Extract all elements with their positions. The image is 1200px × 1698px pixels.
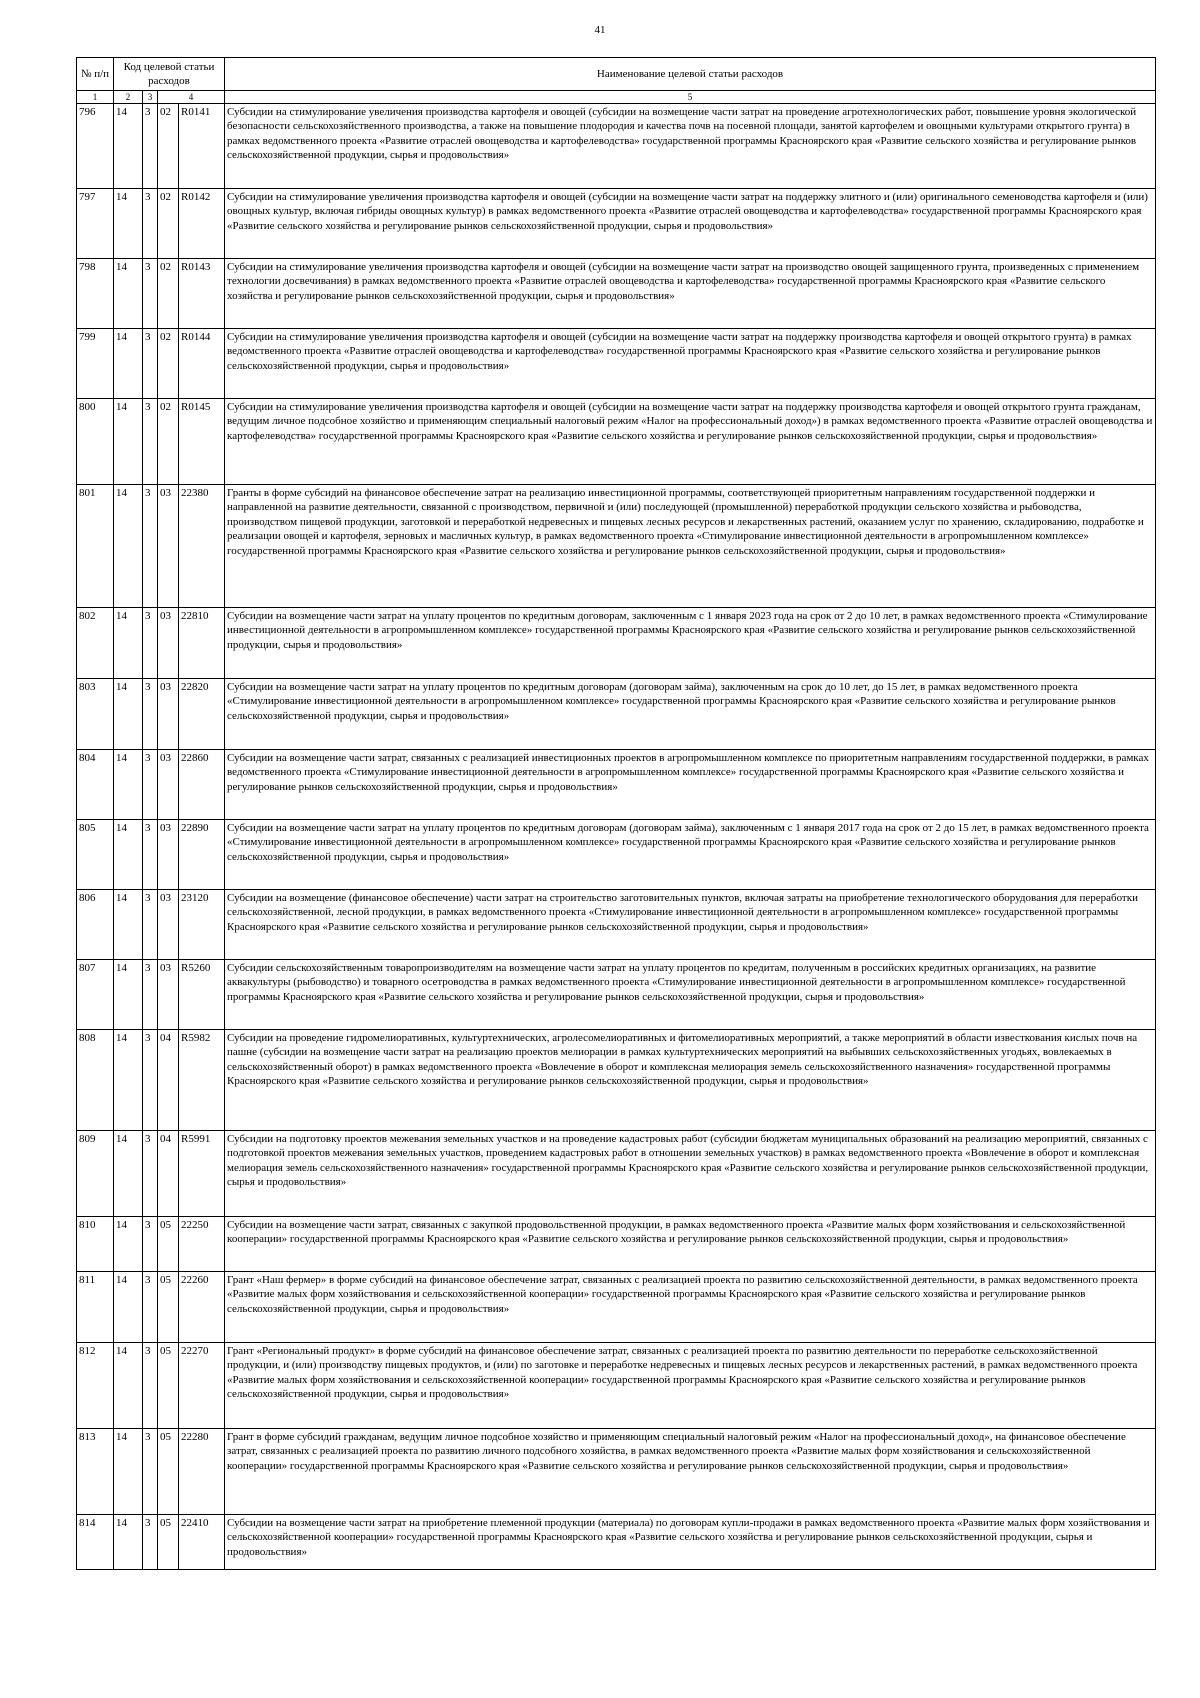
expense-name: Субсидии на стимулирование увеличения производства картофеля и овощей (субсидии на возмещение части затрат на производство овощей защищенного грунта, произведенных с применением технологии досвечивания) в рамках ведомственного проекта «Развитие отраслей овощеводства и картофелеводства» государственной программы Красноярского края «Развитие сельского хозяйства и регулирование рынков сельскохозяйственной продукции, сырья и продовольствия» (225, 259, 1156, 329)
code-part-3: 03 (158, 890, 179, 960)
code-part-1: 14 (114, 1343, 143, 1429)
table-row (77, 329, 1156, 399)
row-number: 810 (77, 1217, 114, 1272)
code-part-2: 3 (143, 1429, 158, 1515)
code-part-4: 22270 (179, 1343, 225, 1429)
code-part-4: R0144 (179, 329, 225, 399)
code-part-4: R5982 (179, 1030, 225, 1131)
code-part-3: 02 (158, 329, 179, 399)
table-row (77, 259, 1156, 329)
table-row (77, 1272, 1156, 1343)
code-part-3: 05 (158, 1515, 179, 1570)
table-row (77, 1429, 1156, 1515)
expense-name: Грант «Региональный продукт» в форме субсидий на финансовое обеспечение затрат, связанных с реализацией проекта по развитию деятельности по переработке сельскохозяйственной продукции, и (или) производству пищевых продуктов, и (или) по заготовке и переработке недревесных и пищевых лесных ресурсов и лекарственных растений, в рамках ведомственного проекта «Развитие малых форм хозяйствования и сельскохозяйственной кооперации» государственной программы Красноярского края «Развитие сельского хозяйства и регулирование рынков сельскохозяйственной продукции, сырья и продовольствия» (225, 1343, 1156, 1429)
table-row (77, 820, 1156, 890)
code-part-1: 14 (114, 679, 143, 750)
code-part-2: 3 (143, 399, 158, 485)
header-num: № п/п (77, 58, 114, 91)
code-part-3: 03 (158, 608, 179, 679)
code-part-2: 3 (143, 485, 158, 608)
code-part-4: 22820 (179, 679, 225, 750)
code-part-2: 3 (143, 960, 158, 1030)
code-part-3: 04 (158, 1131, 179, 1217)
code-part-2: 3 (143, 1515, 158, 1570)
code-part-2: 3 (143, 1343, 158, 1429)
code-part-1: 14 (114, 608, 143, 679)
header-name: Наименование целевой статьи расходов (225, 58, 1156, 91)
expense-name: Субсидии на стимулирование увеличения производства картофеля и овощей (субсидии на возмещение части затрат на поддержку производства картофеля и овощей открытого грунта) в рамках ведомственного проекта «Развитие отраслей овощеводства и картофелеводства» государственной программы Красноярского края «Развитие сельского хозяйства и регулирование рынков сельскохозяйственной продукции, сырья и продовольствия» (225, 329, 1156, 399)
table-row (77, 608, 1156, 679)
code-part-2: 3 (143, 189, 158, 259)
code-part-2: 3 (143, 679, 158, 750)
table-row (77, 485, 1156, 608)
code-part-2: 3 (143, 608, 158, 679)
expense-name: Субсидии на стимулирование увеличения производства картофеля и овощей (субсидии на возмещение части затрат на проведение агротехнологических работ, повышение уровня экологической безопасности сельскохозяйственного производства, а также на повышение плодородия и качества почв на посевной площади, занятой картофелем и овощными культурами открытого грунта) в рамках ведомственного проекта «Развитие отраслей овощеводства и картофелеводства» государственной программы Красноярского края «Развитие сельского хозяйства и регулирование рынков сельскохозяйственной продукции, сырья и продовольствия» (225, 104, 1156, 189)
code-part-3: 03 (158, 750, 179, 820)
table-row (77, 1343, 1156, 1429)
expense-name: Субсидии на стимулирование увеличения производства картофеля и овощей (субсидии на возмещение части затрат на поддержку элитного и (или) оригинального семеноводства картофеля и (или) овощных культур, включая гибриды овощных культур) в рамках ведомственного проекта «Развитие отраслей овощеводства и картофелеводства» государственной программы Красноярского края «Развитие сельского хозяйства и регулирование рынков сельскохозяйственной продукции, сырья и продовольствия» (225, 189, 1156, 259)
code-part-3: 02 (158, 104, 179, 189)
code-part-1: 14 (114, 960, 143, 1030)
code-part-4: R0143 (179, 259, 225, 329)
header-subnum-5: 5 (225, 91, 1156, 104)
table-row (77, 399, 1156, 485)
code-part-2: 3 (143, 1217, 158, 1272)
table-row (77, 1131, 1156, 1217)
row-number: 809 (77, 1131, 114, 1217)
expense-name: Субсидии на возмещение части затрат на приобретение племенной продукции (материала) по договорам купли-продажи в рамках ведомственного проекта «Развитие малых форм хозяйствования и сельскохозяйственной кооперации» государственной программы Красноярского края «Развитие сельского хозяйства и регулирование рынков сельскохозяйственной продукции, сырья и продовольствия» (225, 1515, 1156, 1570)
row-number: 804 (77, 750, 114, 820)
row-number: 797 (77, 189, 114, 259)
table-row (77, 679, 1156, 750)
table-row (77, 960, 1156, 1030)
target-expense-table (76, 57, 1156, 1570)
row-number: 808 (77, 1030, 114, 1131)
row-number: 805 (77, 820, 114, 890)
expense-name: Субсидии сельскохозяйственным товаропроизводителям на возмещение части затрат на уплату процентов по кредитам, полученным в российских кредитных организациях, на развитие аквакультуры (рыбоводство) и товарного осетроводства в рамках ведомственного проекта «Стимулирование инвестиционной деятельности в агропромышленном комплексе» государственной программы Красноярского края «Развитие сельского хозяйства и регулирование рынков сельскохозяйственной продукции, сырья и продовольствия» (225, 960, 1156, 1030)
row-number: 796 (77, 104, 114, 189)
code-part-2: 3 (143, 1272, 158, 1343)
code-part-4: 22260 (179, 1272, 225, 1343)
code-part-3: 02 (158, 189, 179, 259)
row-number: 813 (77, 1429, 114, 1515)
code-part-3: 03 (158, 679, 179, 750)
expense-name: Субсидии на возмещение части затрат на уплату процентов по кредитным договорам, заключенным с 1 января 2023 года на срок от 2 до 10 лет, в рамках ведомственного проекта «Стимулирование инвестиционной деятельности в агропромышленном комплексе» государственной программы Красноярского края «Развитие сельского хозяйства и регулирование рынков сельскохозяйственной продукции, сырья и продовольствия» (225, 608, 1156, 679)
code-part-1: 14 (114, 329, 143, 399)
code-part-2: 3 (143, 259, 158, 329)
table-row (77, 189, 1156, 259)
table-row (77, 750, 1156, 820)
code-part-1: 14 (114, 485, 143, 608)
code-part-3: 04 (158, 1030, 179, 1131)
code-part-3: 03 (158, 820, 179, 890)
row-number: 798 (77, 259, 114, 329)
code-part-4: 22890 (179, 820, 225, 890)
code-part-3: 05 (158, 1429, 179, 1515)
code-part-4: 22280 (179, 1429, 225, 1515)
code-part-2: 3 (143, 1131, 158, 1217)
table-row (77, 104, 1156, 189)
code-part-4: R0145 (179, 399, 225, 485)
code-part-3: 05 (158, 1217, 179, 1272)
header-subnum-4: 4 (158, 91, 225, 104)
table-row (77, 1515, 1156, 1570)
page-number: 41 (594, 24, 606, 36)
table-row (77, 890, 1156, 960)
code-part-2: 3 (143, 820, 158, 890)
code-part-2: 3 (143, 750, 158, 820)
code-part-3: 02 (158, 399, 179, 485)
row-number: 803 (77, 679, 114, 750)
expense-name: Субсидии на проведение гидромелиоративных, культуртехнических, агролесомелиоративных и фитомелиоративных мероприятий, а также мероприятий в области известкования кислых почв на пашне (субсидии на возмещение части затрат на реализацию проектов мелиорации в рамках культуртехнических мероприятий на выбывших сельскохозяйственных угодьях, вовлекаемых в сельскохозяйственный оборот) в рамках ведомственного проекта «Вовлечение в оборот и комплексная мелиорация земель сельскохозяйственного назначения» государственной программы Красноярского края «Развитие сельского хозяйства и регулирование рынков сельскохозяйственной продукции, сырья и продовольствия» (225, 1030, 1156, 1131)
row-number: 811 (77, 1272, 114, 1343)
header-subnum-1: 1 (77, 91, 114, 104)
code-part-3: 05 (158, 1272, 179, 1343)
code-part-1: 14 (114, 890, 143, 960)
code-part-3: 03 (158, 960, 179, 1030)
code-part-1: 14 (114, 750, 143, 820)
expense-name: Субсидии на возмещение (финансовое обеспечение) части затрат на строительство заготовительных пунктов, включая затраты на приобретение технологического оборудования для переработки сельскохозяйственной, лесной продукции, в рамках ведомственного проекта «Стимулирование инвестиционной деятельности в агропромышленном комплексе» государственной программы Красноярского края «Развитие сельского хозяйства и регулирование рынков сельскохозяйственной продукции, сырья и продовольствия» (225, 890, 1156, 960)
expense-name: Субсидии на возмещение части затрат, связанных с закупкой продовольственной продукции, в рамках ведомственного проекта «Развитие малых форм хозяйствования и сельскохозяйственной кооперации» государственной программы Красноярского края «Развитие сельского хозяйства и регулирование рынков сельскохозяйственной продукции, сырья и продовольствия» (225, 1217, 1156, 1272)
table-row (77, 1030, 1156, 1131)
code-part-3: 05 (158, 1343, 179, 1429)
code-part-2: 3 (143, 104, 158, 189)
code-part-4: 22810 (179, 608, 225, 679)
expense-name: Субсидии на возмещение части затрат на уплату процентов по кредитным договорам (договорам займа), заключенным с 1 января 2017 года на срок от 2 до 15 лет, в рамках ведомственного проекта «Стимулирование инвестиционной деятельности в агропромышленном комплексе» государственной программы Красноярского края «Развитие сельского хозяйства и регулирование рынков сельскохозяйственной продукции, сырья и продовольствия» (225, 820, 1156, 890)
row-number: 807 (77, 960, 114, 1030)
code-part-1: 14 (114, 1217, 143, 1272)
code-part-4: 22250 (179, 1217, 225, 1272)
row-number: 802 (77, 608, 114, 679)
code-part-1: 14 (114, 1030, 143, 1131)
code-part-2: 3 (143, 1030, 158, 1131)
header-subnum-2: 2 (114, 91, 143, 104)
code-part-1: 14 (114, 259, 143, 329)
code-part-1: 14 (114, 1429, 143, 1515)
code-part-1: 14 (114, 820, 143, 890)
code-part-2: 3 (143, 329, 158, 399)
expense-name: Субсидии на возмещение части затрат на уплату процентов по кредитным договорам (договорам займа), заключенным на срок до 10 лет, до 15 лет, в рамках ведомственного проекта «Стимулирование инвестиционной деятельности в агропромышленном комплексе» государственной программы Красноярского края «Развитие сельского хозяйства и регулирование рынков сельскохозяйственной продукции, сырья и продовольствия» (225, 679, 1156, 750)
code-part-1: 14 (114, 1272, 143, 1343)
code-part-4: R0141 (179, 104, 225, 189)
row-number: 799 (77, 329, 114, 399)
expense-name: Субсидии на возмещение части затрат, связанных с реализацией инвестиционных проектов в агропромышленном комплексе по приоритетным направлениям государственной поддержки, в рамках ведомственного проекта «Стимулирование инвестиционной деятельности в агропромышленном комплексе» государственной программы Красноярского края «Развитие сельского хозяйства и регулирование рынков сельскохозяйственной продукции, сырья и продовольствия» (225, 750, 1156, 820)
row-number: 812 (77, 1343, 114, 1429)
code-part-1: 14 (114, 1515, 143, 1570)
code-part-1: 14 (114, 1131, 143, 1217)
expense-name: Грант «Наш фермер» в форме субсидий на финансовое обеспечение затрат, связанных с реализацией проекта по развитию сельскохозяйственной деятельности, в рамках ведомственного проекта «Развитие малых форм хозяйствования и сельскохозяйственной кооперации» государственной программы Красноярского края «Развитие сельского хозяйства и регулирование рынков сельскохозяйственной продукции, сырья и продовольствия» (225, 1272, 1156, 1343)
row-number: 801 (77, 485, 114, 608)
expense-name: Субсидии на стимулирование увеличения производства картофеля и овощей (субсидии на возмещение части затрат на поддержку производства картофеля и овощей открытого грунта гражданам, ведущим личное подсобное хозяйство и применяющим специальный налоговый режим «Налог на профессиональный доход») в рамках ведомственного проекта «Развитие отраслей овощеводства и картофелеводства» государственной программы Красноярского края «Развитие сельского хозяйства и регулирование рынков сельскохозяйственной продукции, сырья и продовольствия» (225, 399, 1156, 485)
header-code: Код целевой статьи расходов (114, 58, 225, 91)
code-part-4: R5991 (179, 1131, 225, 1217)
code-part-4: 23120 (179, 890, 225, 960)
code-part-4: 22860 (179, 750, 225, 820)
row-number: 814 (77, 1515, 114, 1570)
code-part-3: 02 (158, 259, 179, 329)
row-number: 806 (77, 890, 114, 960)
code-part-4: R5260 (179, 960, 225, 1030)
expense-name: Субсидии на подготовку проектов межевания земельных участков и на проведение кадастровых работ (субсидии бюджетам муниципальных образований на реализацию мероприятий, связанных с подготовкой проектов межевания земельных участков, проведением кадастровых работ в отношении земельных участков) в рамках ведомственного проекта «Вовлечение в оборот и комплексная мелиорация земель сельскохозяйственного назначения» государственной программы Красноярского края «Развитие сельского хозяйства и регулирование рынков сельскохозяйственной продукции, сырья и продовольствия» (225, 1131, 1156, 1217)
code-part-1: 14 (114, 189, 143, 259)
table-row (77, 1217, 1156, 1272)
expense-name: Гранты в форме субсидий на финансовое обеспечение затрат на реализацию инвестиционной программы, соответствующей приоритетным направлениям государственной поддержки и направленной на развитие деятельности, связанной с производством, первичной и (или) последующей (промышленной) переработкой продукции сельского хозяйства и рыбоводства, производством пищевой продукции, заготовкой и переработкой недревесных и пищевых лесных ресурсов и лекарственных растений, оказанием услуг по хранению, складированию, подработке и реализации овощей и картофеля, зерновых и масличных культур, в рамках ведомственного проекта «Стимулирование инвестиционной деятельности в агропромышленном комплексе» государственной программы Красноярского края «Развитие сельского хозяйства и регулирование рынков сельскохозяйственной продукции, сырья и продовольствия» (225, 485, 1156, 608)
row-number: 800 (77, 399, 114, 485)
code-part-4: 22410 (179, 1515, 225, 1570)
expense-name: Грант в форме субсидий гражданам, ведущим личное подсобное хозяйство и применяющим специальный налоговый режим «Налог на профессиональный доход», на финансовое обеспечение затрат, связанных с реализацией проекта по развитию личного подсобного хозяйства, в рамках ведомственного проекта «Развитие малых форм хозяйствования и сельскохозяйственной кооперации» государственной программы Красноярского края «Развитие сельского хозяйства и регулирование рынков сельскохозяйственной продукции, сырья и продовольствия» (225, 1429, 1156, 1515)
code-part-1: 14 (114, 399, 143, 485)
code-part-4: 22380 (179, 485, 225, 608)
code-part-1: 14 (114, 104, 143, 189)
code-part-4: R0142 (179, 189, 225, 259)
header-subnum-3: 3 (143, 91, 158, 104)
code-part-3: 03 (158, 485, 179, 608)
code-part-2: 3 (143, 890, 158, 960)
